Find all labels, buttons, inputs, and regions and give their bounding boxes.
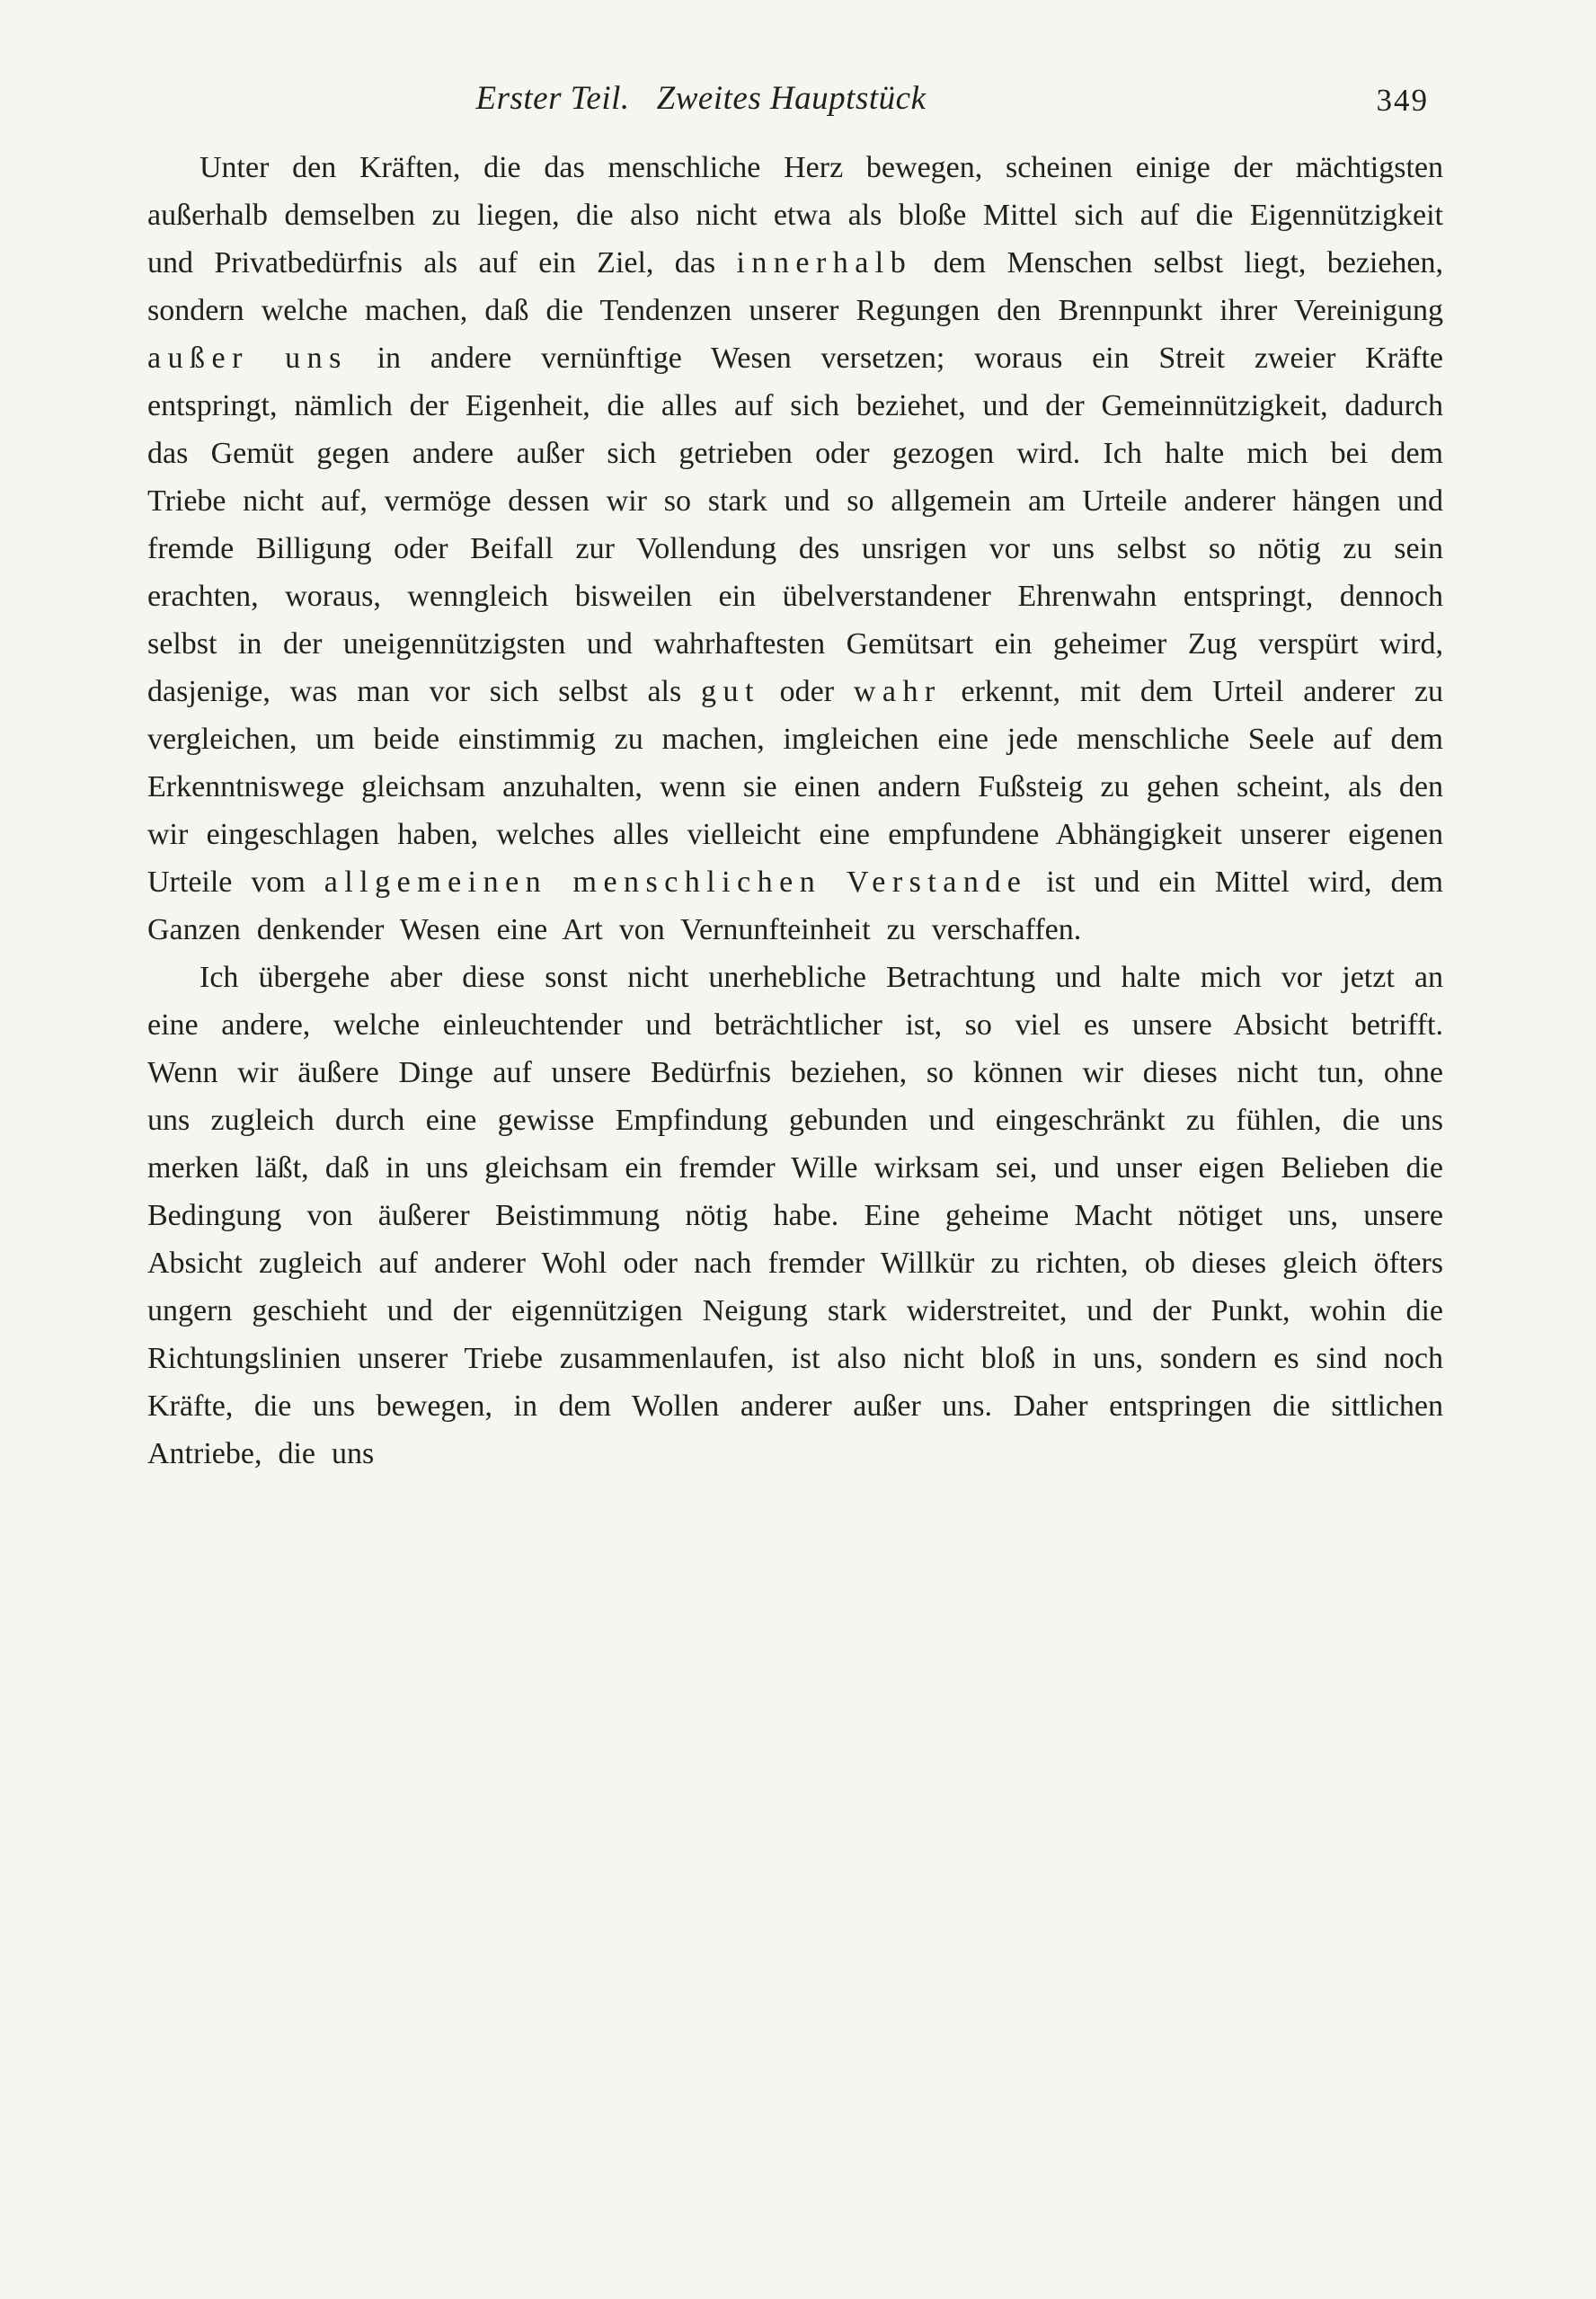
page-number: 349 [1376,83,1429,118]
running-title-part2: Zweites Hauptstück [656,80,927,117]
page-text [147,144,1443,1478]
paragraph [147,954,1443,1478]
paragraph [147,144,1443,954]
text-segment: erkennt, mit dem Urteil anderer zu vergleichen, um beide einstimmig zu machen, imgleichen eine jede menschliche Seele auf dem Erkenntniswege gleichsam anzuhalten, wenn sie einen andern Fußsteig zu gehen scheint, als den wir eingeschlagen haben, welches alles vielleicht eine empfundene Abhängigkeit unserer eigenen Urteile vom [147,675,1443,899]
text-segment: in andere vernünftige Wesen versetzen; woraus ein Streit zweier Kräfte entspringt, nämlich der Eigenheit, die alles auf sich beziehet, und der Gemeinnützigkeit, dadurch das Gemüt gegen andere außer sich getrieben oder gezogen wird. Ich halte mich bei dem Triebe nicht auf, vermöge dessen wir so stark und so allgemein am Urteile anderer hängen und fremde Billigung oder Beifall zur Vollendung des unsrigen vor uns selbst so nötig zu sein erachten, woraus, wenngleich bisweilen ein übelverstandener Ehrenwahn entspringt, dennoch selbst in der uneigennützigsten und wahrhaftesten Gemütsart ein geheimer Zug verspürt wird, dasjenige, was man vor sich selbst als [147,342,1443,708]
letterspaced-emphasis: allgemeinen menschlichen Verstande [324,865,1028,899]
text-segment: ist und ein Mittel wird, dem Ganzen denkender Wesen eine Art von Vernunfteinheit zu verschaffen. [147,865,1444,946]
letterspaced-emphasis: gut [701,675,760,708]
page-header [147,77,1443,124]
letterspaced-emphasis: innerhalb [736,246,913,280]
text-segment: Ich übergehe aber diese sonst nicht unerhebliche Betrachtung und halte mich vor jetzt an eine andere, welche einleuchtender und beträchtlicher ist, so viel es unsere Absicht betrifft. Wenn wir äußere Dinge auf unsere Bedürfnis beziehen, so können wir dieses nicht tun, ohne uns zugleich durch eine gewisse Empfindung gebunden und eingeschränkt zu fühlen, die uns merken läßt, daß in uns gleichsam ein fremder Wille wirksam sei, und unser eigen Belieben die Bedingung von äußerer Beistimmung nötig habe. Eine geheime Macht nötiget uns, unsere Absicht zugleich auf anderer Wohl oder nach fremder Willkür zu richten, ob dieses gleich öfters ungern geschieht und der eigennützigen Neigung stark widerstreitet, und der Punkt, wohin die Richtungslinien unserer Triebe zusammenlaufen, ist also nicht bloß in uns, sondern es sind noch Kräfte, die uns bewegen, in dem Wollen anderer außer uns. Daher entspringen die sittlichen Antriebe, die uns [147,961,1443,1470]
text-segment: dem Menschen selbst liegt, beziehen, sondern welche machen, daß die Tendenzen unserer Regungen den Brennpunkt ihrer Vereinigung [147,246,1444,327]
letterspaced-emphasis: wahr [853,675,942,708]
running-title [147,77,1255,120]
letterspaced-emphasis: außer uns [147,342,348,375]
running-title-part1: Erster Teil. [475,80,630,117]
text-segment: Unter den Kräften, die das menschliche Herz bewegen, scheinen einige der mächtigsten außerhalb demselben zu liegen, die also nicht etwa als bloße Mittel sich auf die Eigennützigkeit und Privatbedürfnis als auf ein Ziel, das [147,151,1443,280]
text-segment: oder [759,675,854,708]
